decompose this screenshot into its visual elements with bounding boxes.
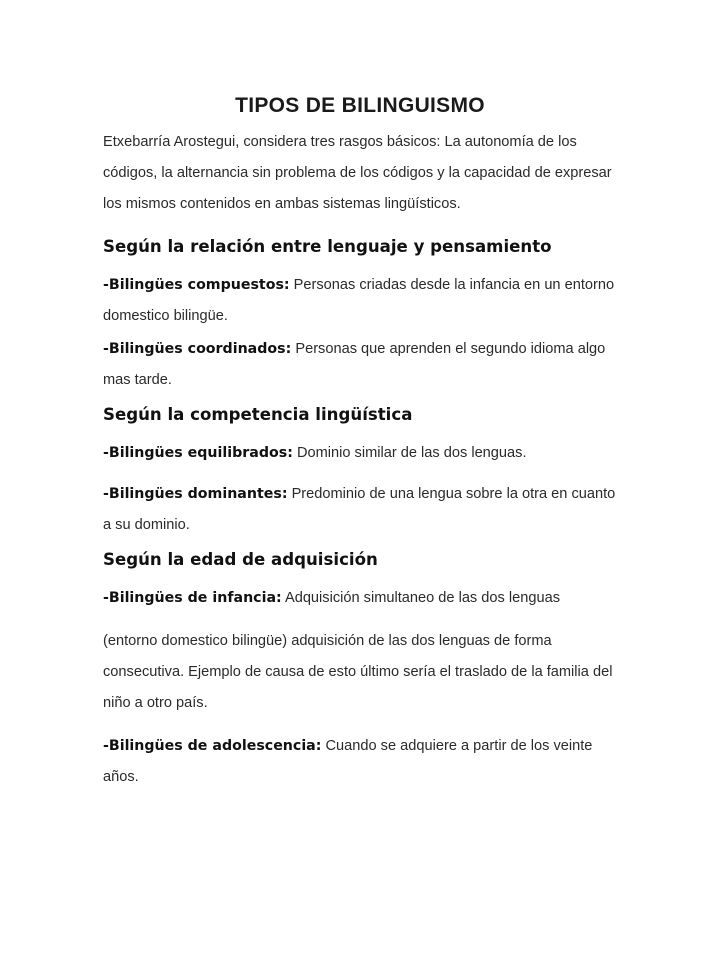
intro-paragraph: Etxebarría Arostegui, considera tres rasgos básicos: La autonomía de los códigos, la alternancia sin problema de los códigos y la capacidad de expresar los mismos contenidos en ambas sistemas lingüísticos. [103, 134, 612, 212]
term-dominantes: -Bilingües dominantes [103, 486, 282, 502]
definition-text: Predominio de una lengua sobre la otra en cuanto a su dominio. [103, 486, 616, 533]
term-adolescencia: -Bilingües de adolescencia [103, 738, 316, 754]
document-title: TIPOS DE BILINGUISMO [235, 94, 485, 117]
section-heading-relacion: Según la relación entre lenguaje y pensamiento [103, 237, 552, 256]
section-heading-edad: Según la edad de adquisición [103, 550, 378, 569]
definition-coordinados: -Bilingües coordinados: Personas que aprenden el segundo idioma algo mas tarde. [103, 341, 606, 388]
document-body [103, 127, 623, 793]
definition-text: Personas criadas desde la infancia en un entorno domestico bilingüe. [103, 277, 615, 324]
term-compuestos: -Bilingües compuestos [103, 277, 284, 293]
definition-text: Cuando se adquiere a partir de los veinte años. [103, 738, 593, 785]
term-coordinados: -Bilingües coordinados [103, 341, 286, 357]
definition-text: Dominio similar de las dos lenguas. [292, 445, 527, 461]
definition-text: Adquisición simultaneo de las dos lenguas [281, 590, 560, 606]
definition-dominantes: -Bilingües dominantes: Predominio de una lengua sobre la otra en cuanto a su dominio. [103, 486, 616, 533]
definition-infancia: -Bilingües de infancia: Adquisición simultaneo de las dos lenguas [103, 590, 560, 606]
section-heading-competencia: Según la competencia lingüística [103, 405, 413, 424]
definition-infancia-continued: (entorno domestico bilingüe) adquisición de las dos lenguas de forma consecutiva. Ejemplo de causa de esto último sería el traslado de la familia del niño a otro país. [103, 633, 613, 711]
term-equilibrados: -Bilingües equilibrados [103, 445, 288, 461]
definition-text: Personas que aprenden el segundo idioma algo mas tarde. [103, 341, 606, 388]
definition-compuestos: -Bilingües compuestos: Personas criadas desde la infancia en un entorno domestico bilingüe. [103, 277, 615, 324]
definition-equilibrados: -Bilingües equilibrados: Dominio similar de las dos lenguas. [103, 445, 527, 461]
term-infancia: -Bilingües de infancia [103, 590, 277, 606]
definition-adolescencia: -Bilingües de adolescencia: Cuando se adquiere a partir de los veinte años. [103, 738, 593, 785]
